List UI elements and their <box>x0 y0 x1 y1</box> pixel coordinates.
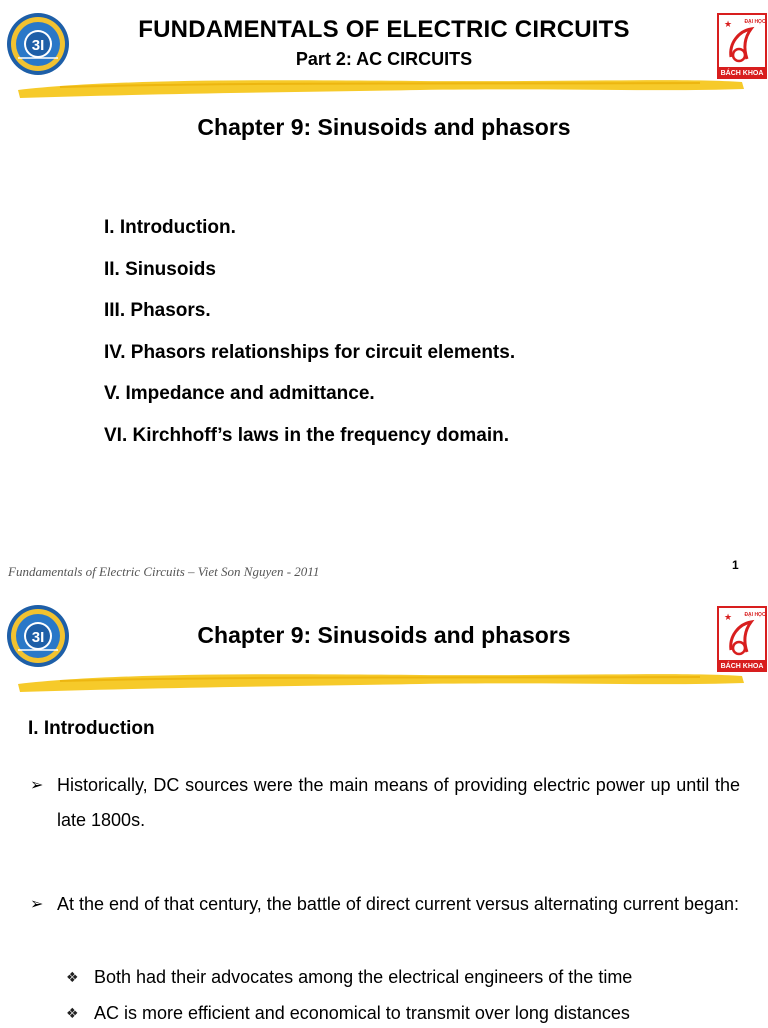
svg-text:BÁCH KHOA: BÁCH KHOA <box>720 70 764 77</box>
slide-2 <box>0 590 768 1024</box>
toc-item: VI. Kirchhoff’s laws in the frequency domain. <box>104 424 510 446</box>
chapter-title: Chapter 9: Sinusoids and phasors <box>197 114 571 140</box>
diamond-star-bullet-icon: ❖ <box>66 969 79 985</box>
brush-stroke-divider <box>0 664 768 696</box>
table-of-contents <box>104 216 515 466</box>
svg-text:★: ★ <box>724 19 733 29</box>
bullet-item <box>30 768 740 838</box>
arrowhead-bullet-icon: ➢ <box>30 896 44 913</box>
diamond-star-bullet-icon: ❖ <box>66 1005 79 1021</box>
svg-text:ĐẠI HỌC: ĐẠI HỌC <box>744 19 766 25</box>
toc-item: I. Introduction. <box>104 217 236 238</box>
bullet-item <box>30 887 740 922</box>
sub-bullet-text: AC is more efficient and economical to transmit over long distances <box>94 1003 630 1023</box>
svg-text:3I: 3I <box>31 629 45 646</box>
toc-item: III. Phasors. <box>104 300 211 322</box>
svg-text:★: ★ <box>724 612 733 622</box>
arrowhead-bullet-icon: ➢ <box>30 777 44 794</box>
brush-stroke-divider <box>0 70 768 102</box>
svg-text:ĐẠI HỌC: ĐẠI HỌC <box>744 612 766 618</box>
presentation-title: FUNDAMENTALS OF ELECTRIC CIRCUITS <box>138 16 630 43</box>
svg-text:3I: 3I <box>31 37 45 54</box>
presentation-subtitle: Part 2: AC CIRCUITS <box>295 49 473 69</box>
toc-item: IV. Phasors relationships for circuit elements. <box>104 341 516 363</box>
toc-item: V. Impedance and admittance. <box>104 383 375 405</box>
section-heading: I. Introduction <box>28 718 155 739</box>
chapter-title: Chapter 9: Sinusoids and phasors <box>197 622 571 648</box>
svg-text:BÁCH KHOA: BÁCH KHOA <box>720 663 764 670</box>
sub-bullet-text: Both had their advocates among the electrical engineers of the time <box>94 967 633 987</box>
page-number: 1 <box>732 558 739 572</box>
toc-item: II. Sinusoids <box>104 258 216 280</box>
slide-footer: Fundamentals of Electric Circuits – Viet Son Nguyen - 2011 <box>8 564 320 579</box>
bullet-text: Historically, DC sources were the main means of providing electric power up until the late 1800s. <box>57 775 740 830</box>
bullet-text: At the end of that century, the battle of direct current versus alternating current began: <box>57 894 740 914</box>
sub-bullet-item <box>66 962 632 992</box>
